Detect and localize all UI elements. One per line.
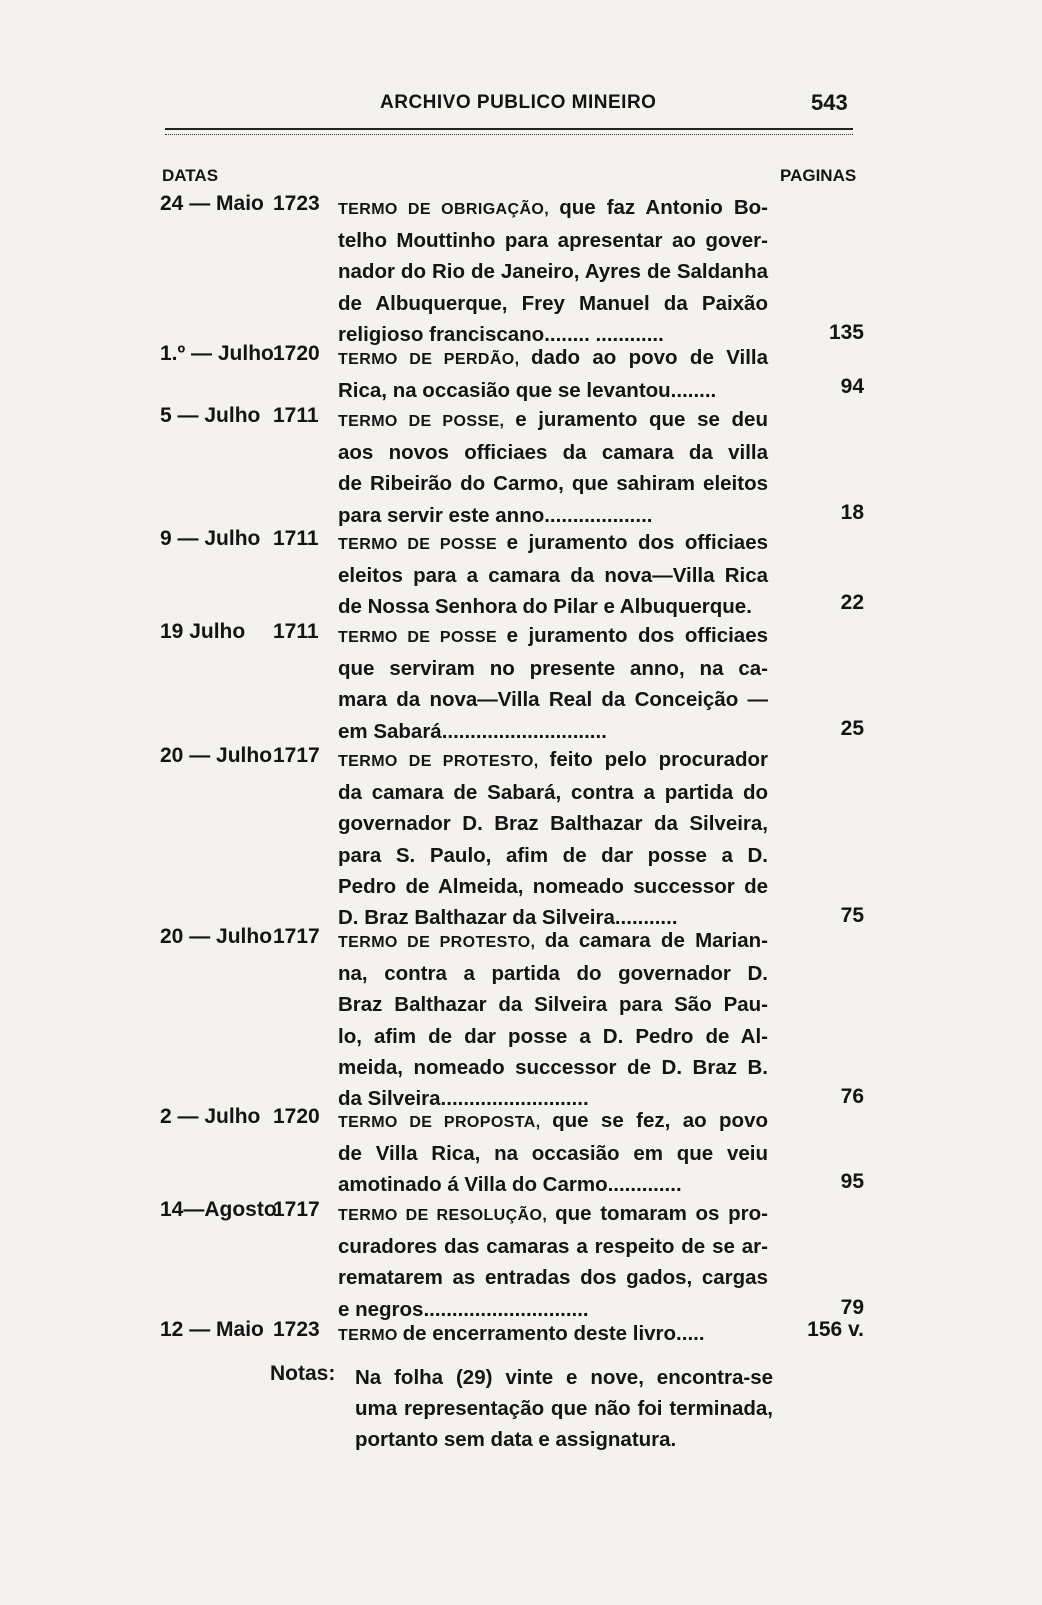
- entry-page-ref: 79: [840, 1295, 864, 1319]
- notes-text: [355, 1362, 773, 1456]
- entry-date: [160, 620, 319, 644]
- entry-description: [338, 342, 768, 406]
- column-heading-dates: DATAS: [162, 166, 219, 185]
- entry-date: [160, 192, 320, 216]
- entry-line: que serviram no presente anno, na ca-: [338, 657, 768, 681]
- entry-line: religioso franciscano........ ............: [338, 322, 664, 346]
- entry-line: TERMO DE POSSE, e juramento que se deu: [338, 408, 768, 431]
- entry-line: TERMO DE PROTESTO, feito pelo procurador: [338, 748, 768, 771]
- entry-line: Pedro de Almeida, nomeado successor de: [338, 874, 768, 898]
- entry-line: em Sabará.............................: [338, 719, 607, 743]
- entry-description: [338, 1105, 768, 1201]
- entry-description: [338, 744, 768, 933]
- entry-line: D. Braz Balthazar da Silveira...........: [338, 906, 678, 930]
- entry-line: lo, afim de dar posse a D. Pedro de Al-: [338, 1024, 768, 1048]
- entry-line: curadores das camaras a respeito de se ar-: [338, 1235, 768, 1259]
- entry-line: TERMO DE PERDÃO, dado ao povo de Villa: [338, 346, 768, 369]
- entry-line: TERMO DE PROTESTO, da camara de Marian-: [338, 929, 768, 952]
- entry-line: para servir este anno...................: [338, 503, 653, 527]
- entry-line: TERMO de encerramento deste livro.....: [338, 1322, 705, 1345]
- entry-date: [160, 925, 320, 949]
- entry-kind: TERMO DE POSSE: [338, 629, 507, 646]
- page-number: 543: [811, 90, 848, 115]
- entry-description: [338, 404, 768, 531]
- notes-label: Notas:: [270, 1362, 336, 1385]
- entry-page-ref: 94: [840, 375, 864, 399]
- entry-line: de Villa Rica, na occasião em que veiu: [338, 1142, 768, 1166]
- entry-kind: TERMO DE PROTESTO,: [338, 934, 545, 951]
- notes-line: Na folha (29) vinte e nove, encontra-se: [355, 1366, 773, 1389]
- entry-line: TERMO DE POSSE e juramento dos officiaes: [338, 531, 769, 554]
- entry-line: amotinado á Villa do Carmo.............: [338, 1173, 682, 1197]
- entry-date: [160, 404, 319, 428]
- entry-line: da camara de Sabará, contra a partida do: [338, 781, 768, 805]
- entry-date: [160, 1318, 320, 1342]
- entry-line: meida, nomeado successor de D. Braz B.: [338, 1055, 768, 1079]
- entry-day: 9 — Julho: [160, 527, 261, 550]
- notes-line: portanto sem data e assignatura.: [355, 1428, 677, 1452]
- column-heading-pages: PAGINAS: [780, 166, 857, 185]
- entry-year: 1723: [273, 1318, 320, 1341]
- entry-kind: TERMO DE PERDÃO,: [338, 351, 532, 368]
- entry-day: 19 Julho: [160, 620, 246, 643]
- entry-year: 1711: [273, 527, 319, 550]
- entry-kind: TERMO DE PROPOSTA,: [338, 1114, 553, 1131]
- entry-day: 20 — Julho: [160, 744, 273, 767]
- entry-line: da Silveira..........................: [338, 1087, 589, 1111]
- entry-description: [338, 925, 768, 1114]
- entry-page-ref: 135: [828, 320, 864, 344]
- entry-date: [160, 342, 320, 366]
- header-rule: [165, 128, 853, 135]
- entry-day: 12 — Maio: [160, 1318, 264, 1341]
- entry-description: [338, 1198, 768, 1325]
- entry-date: [160, 1105, 320, 1129]
- entry-page-ref: 18: [840, 500, 864, 524]
- entry-year: 1717: [273, 744, 320, 767]
- entry-description: [338, 527, 768, 623]
- entry-description: [338, 1318, 768, 1351]
- running-title: ARCHIVO PUBLICO MINEIRO: [380, 92, 657, 113]
- entry-year: 1717: [273, 1198, 320, 1221]
- entry-date: [160, 744, 320, 768]
- entry-year: 1717: [273, 925, 320, 948]
- entry-year: 1711: [273, 404, 319, 427]
- entry-kind: TERMO DE PROTESTO,: [338, 753, 550, 770]
- entry-kind: TERMO: [338, 1327, 403, 1344]
- notes-line: uma representação que não foi terminada,: [355, 1397, 773, 1421]
- entry-line: de Nossa Senhora do Pilar e Albuquerque.: [338, 595, 752, 619]
- entry-line: na, contra a partida do governador D.: [338, 962, 768, 986]
- entry-date: [160, 527, 319, 551]
- entry-page-ref: 75: [840, 904, 864, 927]
- entry-kind: TERMO DE POSSE,: [338, 413, 516, 430]
- entry-line: telho Mouttinho para apresentar ao gover-: [338, 229, 768, 253]
- entry-line: mara da nova—Villa Real da Conceição —: [338, 688, 768, 712]
- entry-line: e negros.............................: [338, 1297, 589, 1321]
- entry-date: [160, 1198, 320, 1222]
- entry-day: 24 — Maio: [160, 192, 264, 215]
- entry-line: nador do Rio de Janeiro, Ayres de Saldanha: [338, 260, 768, 284]
- entry-line: TERMO DE POSSE e juramento dos officiaes: [338, 624, 769, 647]
- entry-kind: TERMO DE RESOLUÇÃO,: [338, 1207, 556, 1224]
- entry-page-ref: 95: [840, 1170, 864, 1194]
- entry-line: governador D. Braz Balthazar da Silveira,: [338, 812, 768, 836]
- entry-year: 1711: [273, 620, 319, 643]
- entry-year: 1720: [273, 1105, 320, 1128]
- entry-day: 14—Agosto: [160, 1198, 277, 1221]
- entry-year: 1723: [273, 192, 320, 215]
- entry-kind: TERMO DE POSSE: [338, 536, 507, 553]
- entry-line: para S. Paulo, afim de dar posse a D.: [338, 843, 768, 867]
- entry-page-ref: 156 v.: [807, 1318, 864, 1341]
- entry-kind: TERMO DE OBRIGAÇÃO,: [338, 201, 560, 218]
- entry-page-ref: 22: [840, 591, 864, 615]
- entry-year: 1720: [273, 342, 320, 365]
- entry-line: TERMO DE RESOLUÇÃO, que tomaram os pro-: [338, 1202, 768, 1225]
- running-header: [0, 92, 1042, 132]
- entry-day: 1.º — Julho: [160, 342, 274, 365]
- entry-line: TERMO DE PROPOSTA, que se fez, ao povo: [338, 1109, 768, 1132]
- entry-day: 20 — Julho: [160, 925, 273, 948]
- entry-day: 2 — Julho: [160, 1105, 261, 1128]
- entry-description: [338, 620, 768, 747]
- entry-line: TERMO DE OBRIGAÇÃO, que faz Antonio Bo-: [338, 196, 768, 219]
- entry-line: rematarem as entradas dos gados, cargas: [338, 1266, 768, 1290]
- entry-line: de Ribeirão do Carmo, que sahiram eleitos: [338, 472, 768, 496]
- entry-line: aos novos officiaes da camara da villa: [338, 441, 768, 465]
- entry-line: Braz Balthazar da Silveira para São Pau-: [338, 993, 768, 1017]
- entry-page-ref: 25: [840, 716, 864, 740]
- entry-line: Rica, na occasião que se levantou........: [338, 379, 717, 403]
- entry-description: [338, 192, 768, 350]
- entry-line: de Albuquerque, Frey Manuel da Paixão: [338, 291, 768, 315]
- entry-day: 5 — Julho: [160, 404, 261, 427]
- entry-page-ref: 76: [840, 1085, 864, 1108]
- entry-line: eleitos para a camara da nova—Villa Rica: [338, 564, 768, 588]
